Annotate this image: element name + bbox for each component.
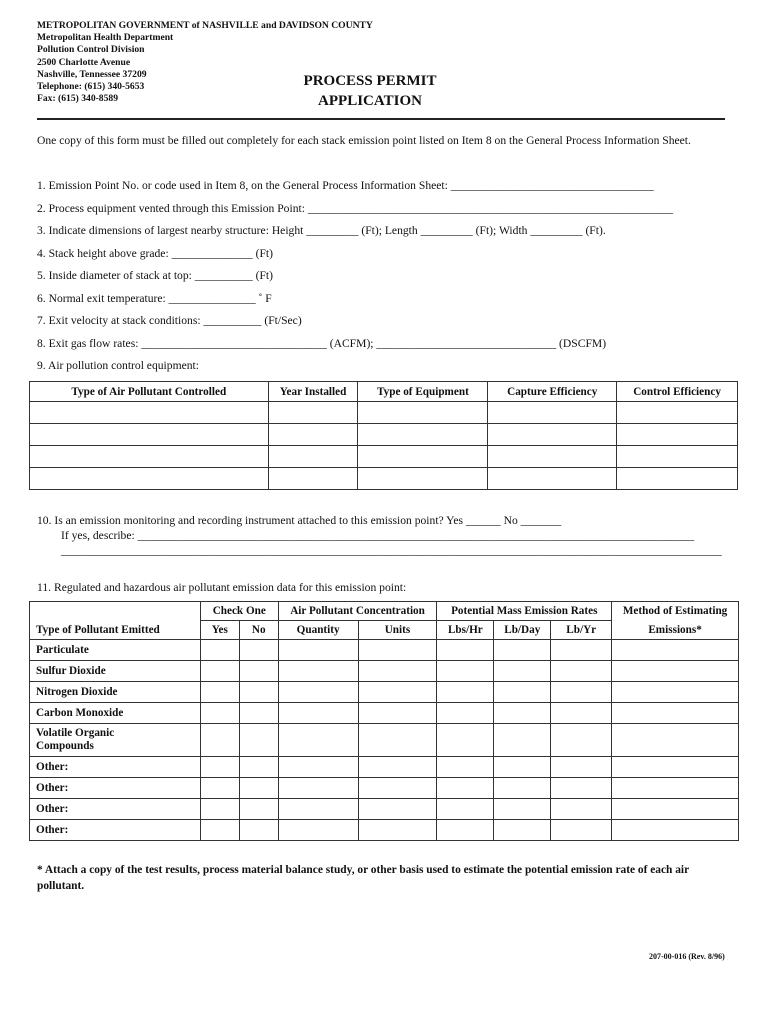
table-cell[interactable] [612, 682, 739, 703]
table-cell[interactable] [278, 640, 358, 661]
group-header-row [30, 602, 739, 621]
table-cell[interactable] [612, 724, 739, 757]
table-cell[interactable] [278, 724, 358, 757]
table-cell[interactable] [239, 778, 278, 799]
table-cell[interactable] [617, 402, 738, 424]
table-cell[interactable] [358, 682, 437, 703]
table-cell[interactable] [358, 468, 488, 490]
table-cell[interactable] [30, 468, 269, 490]
table-cell[interactable] [30, 446, 269, 468]
table-cell[interactable] [551, 778, 612, 799]
table-cell[interactable] [268, 446, 358, 468]
table-cell[interactable] [358, 402, 488, 424]
table-cell[interactable] [551, 703, 612, 724]
table-row [30, 446, 738, 468]
table-cell[interactable] [200, 799, 239, 820]
table-cell[interactable] [488, 446, 617, 468]
yes-header: Yes [200, 621, 239, 640]
table-cell[interactable] [437, 661, 494, 682]
table-cell[interactable] [437, 757, 494, 778]
units-header: Units [358, 621, 437, 640]
title-line-2: APPLICATION [318, 93, 422, 109]
header-line: Metropolitan Health Department [37, 32, 174, 44]
quantity-header: Quantity [278, 621, 358, 640]
table-cell[interactable] [278, 757, 358, 778]
method-header: Method of Estimating [612, 602, 739, 621]
table-cell[interactable] [488, 402, 617, 424]
pollutant-label: Carbon Monoxide [30, 703, 201, 724]
table-cell[interactable] [494, 778, 551, 799]
table-row [30, 402, 738, 424]
table-cell[interactable] [437, 799, 494, 820]
emission-data-table [29, 601, 739, 841]
header-line: Nashville, Tennessee 37209 [37, 68, 147, 80]
header-divider [37, 118, 725, 120]
pollutant-label: Other: [30, 778, 201, 799]
table-cell[interactable] [200, 640, 239, 661]
table-cell[interactable] [612, 778, 739, 799]
table-cell[interactable] [617, 468, 738, 490]
concentration-header: Air Pollutant Concentration [278, 602, 437, 621]
table-cell[interactable] [200, 778, 239, 799]
table-header-row [30, 382, 738, 402]
item-10[interactable]: 10. Is an emission monitoring and recording instrument attached to this emission point? Yes ______ No _______ [37, 514, 562, 527]
table-cell[interactable] [200, 703, 239, 724]
table-cell[interactable] [358, 724, 437, 757]
lb-day-header: Lb/Day [494, 621, 551, 640]
pollutant-type-header: Type of Pollutant Emitted [30, 621, 201, 640]
table-cell[interactable] [437, 820, 494, 841]
item-8[interactable]: 8. Exit gas flow rates: ________________________________ (ACFM); _______________________________ (DSCFM) [37, 337, 607, 350]
table-cell[interactable] [612, 703, 739, 724]
header-line: Fax: (615) 340-8589 [37, 93, 118, 105]
table-cell[interactable] [437, 703, 494, 724]
table-cell[interactable] [239, 703, 278, 724]
table-cell[interactable] [612, 799, 739, 820]
check-one-header: Check One [200, 602, 278, 621]
table-row [30, 682, 739, 703]
col-header: Type of Air Pollutant Controlled [30, 382, 269, 402]
table-cell[interactable] [358, 799, 437, 820]
item-6[interactable]: 6. Normal exit temperature: _______________ ˚ F [37, 292, 272, 305]
table-cell[interactable] [437, 778, 494, 799]
item-9: 9. Air pollution control equipment: [37, 359, 199, 372]
table-cell[interactable] [200, 661, 239, 682]
table-cell[interactable] [239, 799, 278, 820]
table-cell[interactable] [488, 468, 617, 490]
table-cell[interactable] [239, 682, 278, 703]
table-cell[interactable] [494, 820, 551, 841]
col-header: Control Efficiency [617, 382, 738, 402]
table-cell[interactable] [612, 820, 739, 841]
header-line: METROPOLITAN GOVERNMENT of NASHVILLE and DAVIDSON COUNTY [37, 20, 373, 31]
item-5[interactable]: 5. Inside diameter of stack at top: __________ (Ft) [37, 269, 274, 282]
table-cell[interactable] [494, 682, 551, 703]
pollutant-label: Other: [30, 799, 201, 820]
pollutant-label: Other: [30, 757, 201, 778]
table-cell[interactable] [239, 757, 278, 778]
table-cell[interactable] [551, 661, 612, 682]
table-cell[interactable] [494, 661, 551, 682]
table-cell[interactable] [551, 820, 612, 841]
footnote: * Attach a copy of the test results, process material balance study, or other basis used to estimate the potential emission rate of each air pollutant. [37, 864, 689, 892]
table-cell[interactable] [494, 703, 551, 724]
item-10-describe[interactable]: If yes, describe: ________________________________________________________________________________________________ [61, 529, 695, 542]
title-line-1: PROCESS PERMIT [303, 73, 437, 89]
table-row [30, 661, 739, 682]
method-header-cont: Emissions* [612, 621, 739, 640]
no-header: No [239, 621, 278, 640]
table-cell[interactable] [551, 682, 612, 703]
item-10-describe-cont[interactable]: __________________________________________________________________________________________________________________ [61, 544, 722, 557]
table-cell[interactable] [239, 724, 278, 757]
table-row [30, 703, 739, 724]
table-cell[interactable] [278, 820, 358, 841]
table-cell[interactable] [551, 799, 612, 820]
table-cell[interactable] [239, 661, 278, 682]
table-cell[interactable] [239, 640, 278, 661]
table-cell[interactable] [494, 640, 551, 661]
table-cell[interactable] [358, 703, 437, 724]
form-title [270, 71, 470, 111]
item-2[interactable]: 2. Process equipment vented through this Emission Point: _______________________________________________________________ [37, 202, 674, 215]
table-cell[interactable] [239, 820, 278, 841]
col-header: Type of Equipment [358, 382, 488, 402]
pollutant-label: Particulate [30, 640, 201, 661]
table-cell[interactable] [494, 799, 551, 820]
table-row [30, 820, 739, 841]
table-cell[interactable] [30, 424, 269, 446]
table-cell[interactable] [278, 799, 358, 820]
table-cell[interactable] [494, 757, 551, 778]
table-cell[interactable] [358, 778, 437, 799]
table-cell[interactable] [612, 757, 739, 778]
item-3[interactable]: 3. Indicate dimensions of largest nearby structure: Height _________ (Ft); Length _________ (Ft); Width _________ (Ft). [37, 224, 606, 237]
table-cell[interactable] [551, 724, 612, 757]
col-header: Capture Efficiency [488, 382, 617, 402]
table-row [30, 799, 739, 820]
blank-header [30, 602, 201, 621]
table-cell[interactable] [358, 757, 437, 778]
item-7[interactable]: 7. Exit velocity at stack conditions: __________ (Ft/Sec) [37, 314, 302, 327]
table-cell[interactable] [278, 682, 358, 703]
table-cell[interactable] [358, 661, 437, 682]
table-row [30, 424, 738, 446]
sub-header-row [30, 621, 739, 640]
table-cell[interactable] [437, 640, 494, 661]
col-header: Year Installed [268, 382, 358, 402]
table-cell[interactable] [200, 757, 239, 778]
intro-text: One copy of this form must be filled out completely for each stack emission point listed on Item 8 on the General Process Information Sheet. [37, 134, 691, 147]
table-cell[interactable] [612, 640, 739, 661]
header-line: Telephone: (615) 340-5653 [37, 81, 145, 93]
pollutant-label: Sulfur Dioxide [30, 661, 201, 682]
table-cell[interactable] [358, 640, 437, 661]
table-cell[interactable] [437, 724, 494, 757]
table-cell[interactable] [488, 424, 617, 446]
table-cell[interactable] [437, 682, 494, 703]
table-cell[interactable] [268, 402, 358, 424]
table-cell[interactable] [30, 402, 269, 424]
control-equipment-table [29, 381, 738, 490]
item-1[interactable]: 1. Emission Point No. or code used in Item 8, on the General Process Information Sheet: ___________________________________ [37, 179, 654, 192]
table-cell[interactable] [200, 820, 239, 841]
table-cell[interactable] [268, 468, 358, 490]
table-cell[interactable] [358, 424, 488, 446]
table-row [30, 640, 739, 661]
table-cell[interactable] [617, 446, 738, 468]
header-line: 2500 Charlotte Avenue [37, 56, 131, 68]
pollutant-label: Other: [30, 820, 201, 841]
item-11: 11. Regulated and hazardous air pollutant emission data for this emission point: [37, 581, 407, 594]
pollutant-label: Nitrogen Dioxide [30, 682, 201, 703]
table-cell[interactable] [268, 424, 358, 446]
table-cell[interactable] [358, 446, 488, 468]
table-cell[interactable] [358, 820, 437, 841]
table-cell[interactable] [494, 724, 551, 757]
lbs-hr-header: Lbs/Hr [437, 621, 494, 640]
table-cell[interactable] [200, 724, 239, 757]
table-cell[interactable] [612, 661, 739, 682]
header-line: Pollution Control Division [37, 44, 145, 56]
table-row [30, 757, 739, 778]
table-cell[interactable] [617, 424, 738, 446]
table-cell[interactable] [278, 703, 358, 724]
table-row [30, 778, 739, 799]
table-cell[interactable] [278, 778, 358, 799]
table-row [30, 468, 738, 490]
pollutant-label: Volatile Organic Compounds [30, 724, 201, 757]
potential-emission-header: Potential Mass Emission Rates [437, 602, 612, 621]
lb-yr-header: Lb/Yr [551, 621, 612, 640]
table-cell[interactable] [278, 661, 358, 682]
table-row [30, 724, 739, 757]
item-4[interactable]: 4. Stack height above grade: ______________ (Ft) [37, 247, 274, 260]
form-number: 207-00-016 (Rev. 8/96) [649, 952, 725, 961]
table-cell[interactable] [551, 757, 612, 778]
table-cell[interactable] [200, 682, 239, 703]
table-cell[interactable] [551, 640, 612, 661]
